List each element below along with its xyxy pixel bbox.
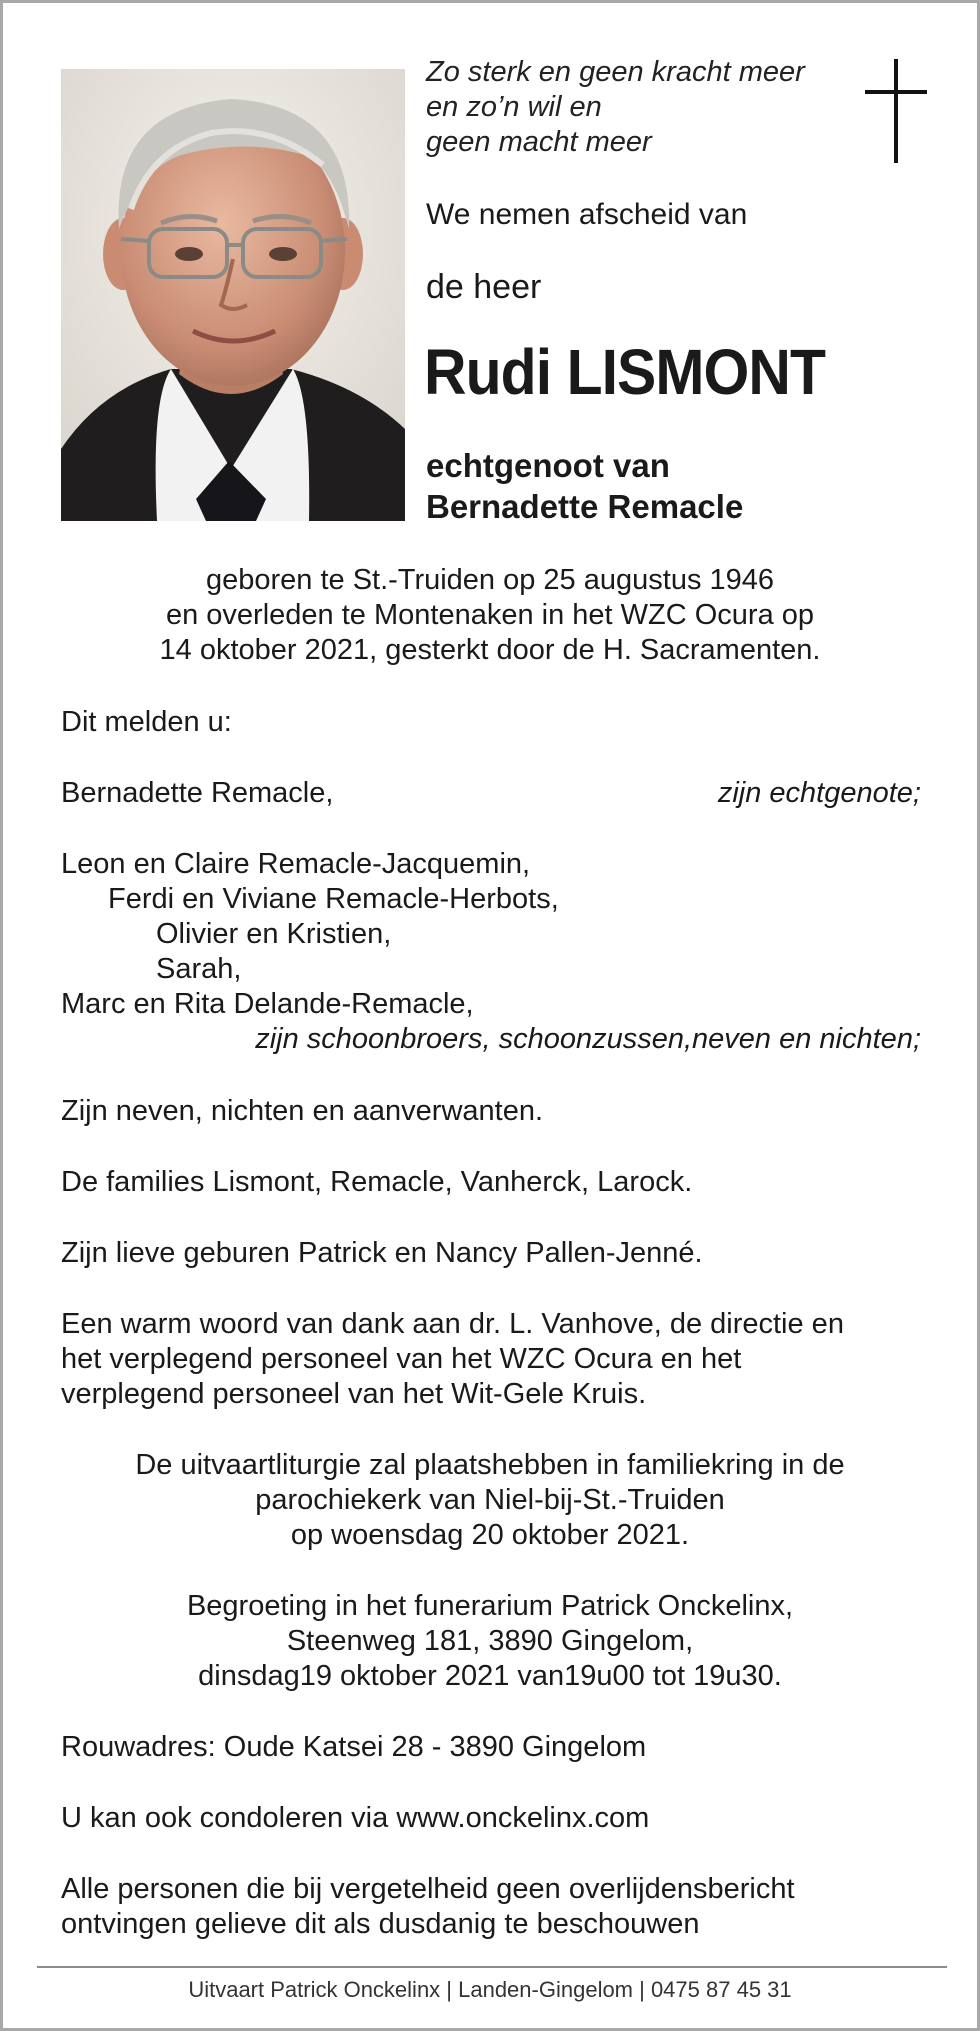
visitation-details [3, 1589, 977, 1694]
spouse-block [426, 445, 743, 527]
disclaimer-paragraph [61, 1872, 795, 1942]
family-line: Olivier en Kristien, [156, 918, 392, 950]
birth-death-line: 14 oktober 2021, gesterkt door de H. Sacramenten. [159, 634, 821, 666]
portrait-photo [61, 69, 405, 521]
honorific: de heer [426, 268, 542, 306]
birth-death-line: geboren te St.-Truiden op 25 augustus 1946 [205, 564, 775, 596]
disclaimer-line: Alle personen die bij vergetelheid geen overlijdensbericht [61, 1873, 795, 1905]
relatives-line: Zijn neven, nichten en aanverwanten. [61, 1095, 544, 1127]
spouse-name: Bernadette Remacle [426, 488, 744, 525]
visitation-line: Steenweg 181, 3890 Gingelom, [286, 1625, 694, 1657]
latin-cross-icon [865, 59, 927, 163]
disclaimer-line: ontvingen gelieve dit als dusdanig te beschouwen [61, 1908, 700, 1940]
deceased-name: Rudi LISMONT [424, 336, 826, 408]
families-line: De families Lismont, Remacle, Vanherck, Larock. [61, 1166, 693, 1198]
funeral-home-footer: Uitvaart Patrick Onckelinx | Landen-Gingelom | 0475 87 45 31 [188, 1977, 792, 2002]
motto-line: Zo sterk en geen kracht meer [426, 56, 805, 88]
birth-death-details [3, 563, 977, 668]
motto-verse [426, 55, 805, 160]
motto-line: geen macht meer [426, 126, 652, 158]
condolences-line: U kan ook condoleren via www.onckelinx.com [61, 1802, 650, 1834]
mourning-address: Rouwadres: Oude Katsei 28 - 3890 Gingelom [61, 1731, 647, 1763]
family-role: zijn schoonbroers, schoonzussen,neven en nichten; [255, 1023, 921, 1055]
neighbours-line: Zijn lieve geburen Patrick en Nancy Pallen-Jenné. [61, 1237, 703, 1269]
family-line: Marc en Rita Delande-Remacle, [61, 988, 474, 1020]
funeral-details [3, 1448, 977, 1553]
footer-divider [37, 1966, 947, 1968]
widow-name: Bernadette Remacle, [61, 777, 334, 809]
announcement-intro: Dit melden u: [61, 706, 232, 738]
portrait-illustration [61, 69, 405, 521]
birth-death-line: en overleden te Montenaken in het WZC Ocura op [165, 599, 815, 631]
funeral-line: De uitvaartliturgie zal plaatshebben in familiekring in de [135, 1449, 845, 1481]
funeral-line: op woensdag 20 oktober 2021. [290, 1519, 690, 1551]
family-line: Sarah, [156, 953, 242, 985]
thanks-line: Een warm woord van dank aan dr. L. Vanhove, de directie en [61, 1308, 844, 1340]
motto-line: en zo’n wil en [426, 91, 602, 123]
family-line: Ferdi en Viviane Remacle-Herbots, [108, 883, 559, 915]
farewell-intro: We nemen afscheid van [426, 198, 748, 231]
widow-role: zijn echtgenote; [717, 777, 921, 809]
visitation-line: Begroeting in het funerarium Patrick Onckelinx, [186, 1590, 794, 1622]
thanks-line: het verplegend personeel van het WZC Ocura en het [61, 1343, 742, 1375]
funeral-line: parochiekerk van Niel-bij-St.-Truiden [255, 1484, 725, 1516]
visitation-line: dinsdag19 oktober 2021 van19u00 tot 19u30. [198, 1660, 782, 1692]
thanks-line: verplegend personeel van het Wit-Gele Kruis. [61, 1378, 647, 1410]
family-line: Leon en Claire Remacle-Jacquemin, [61, 848, 531, 880]
thanks-paragraph [61, 1307, 844, 1412]
spouse-line: echtgenoot van [426, 447, 670, 484]
